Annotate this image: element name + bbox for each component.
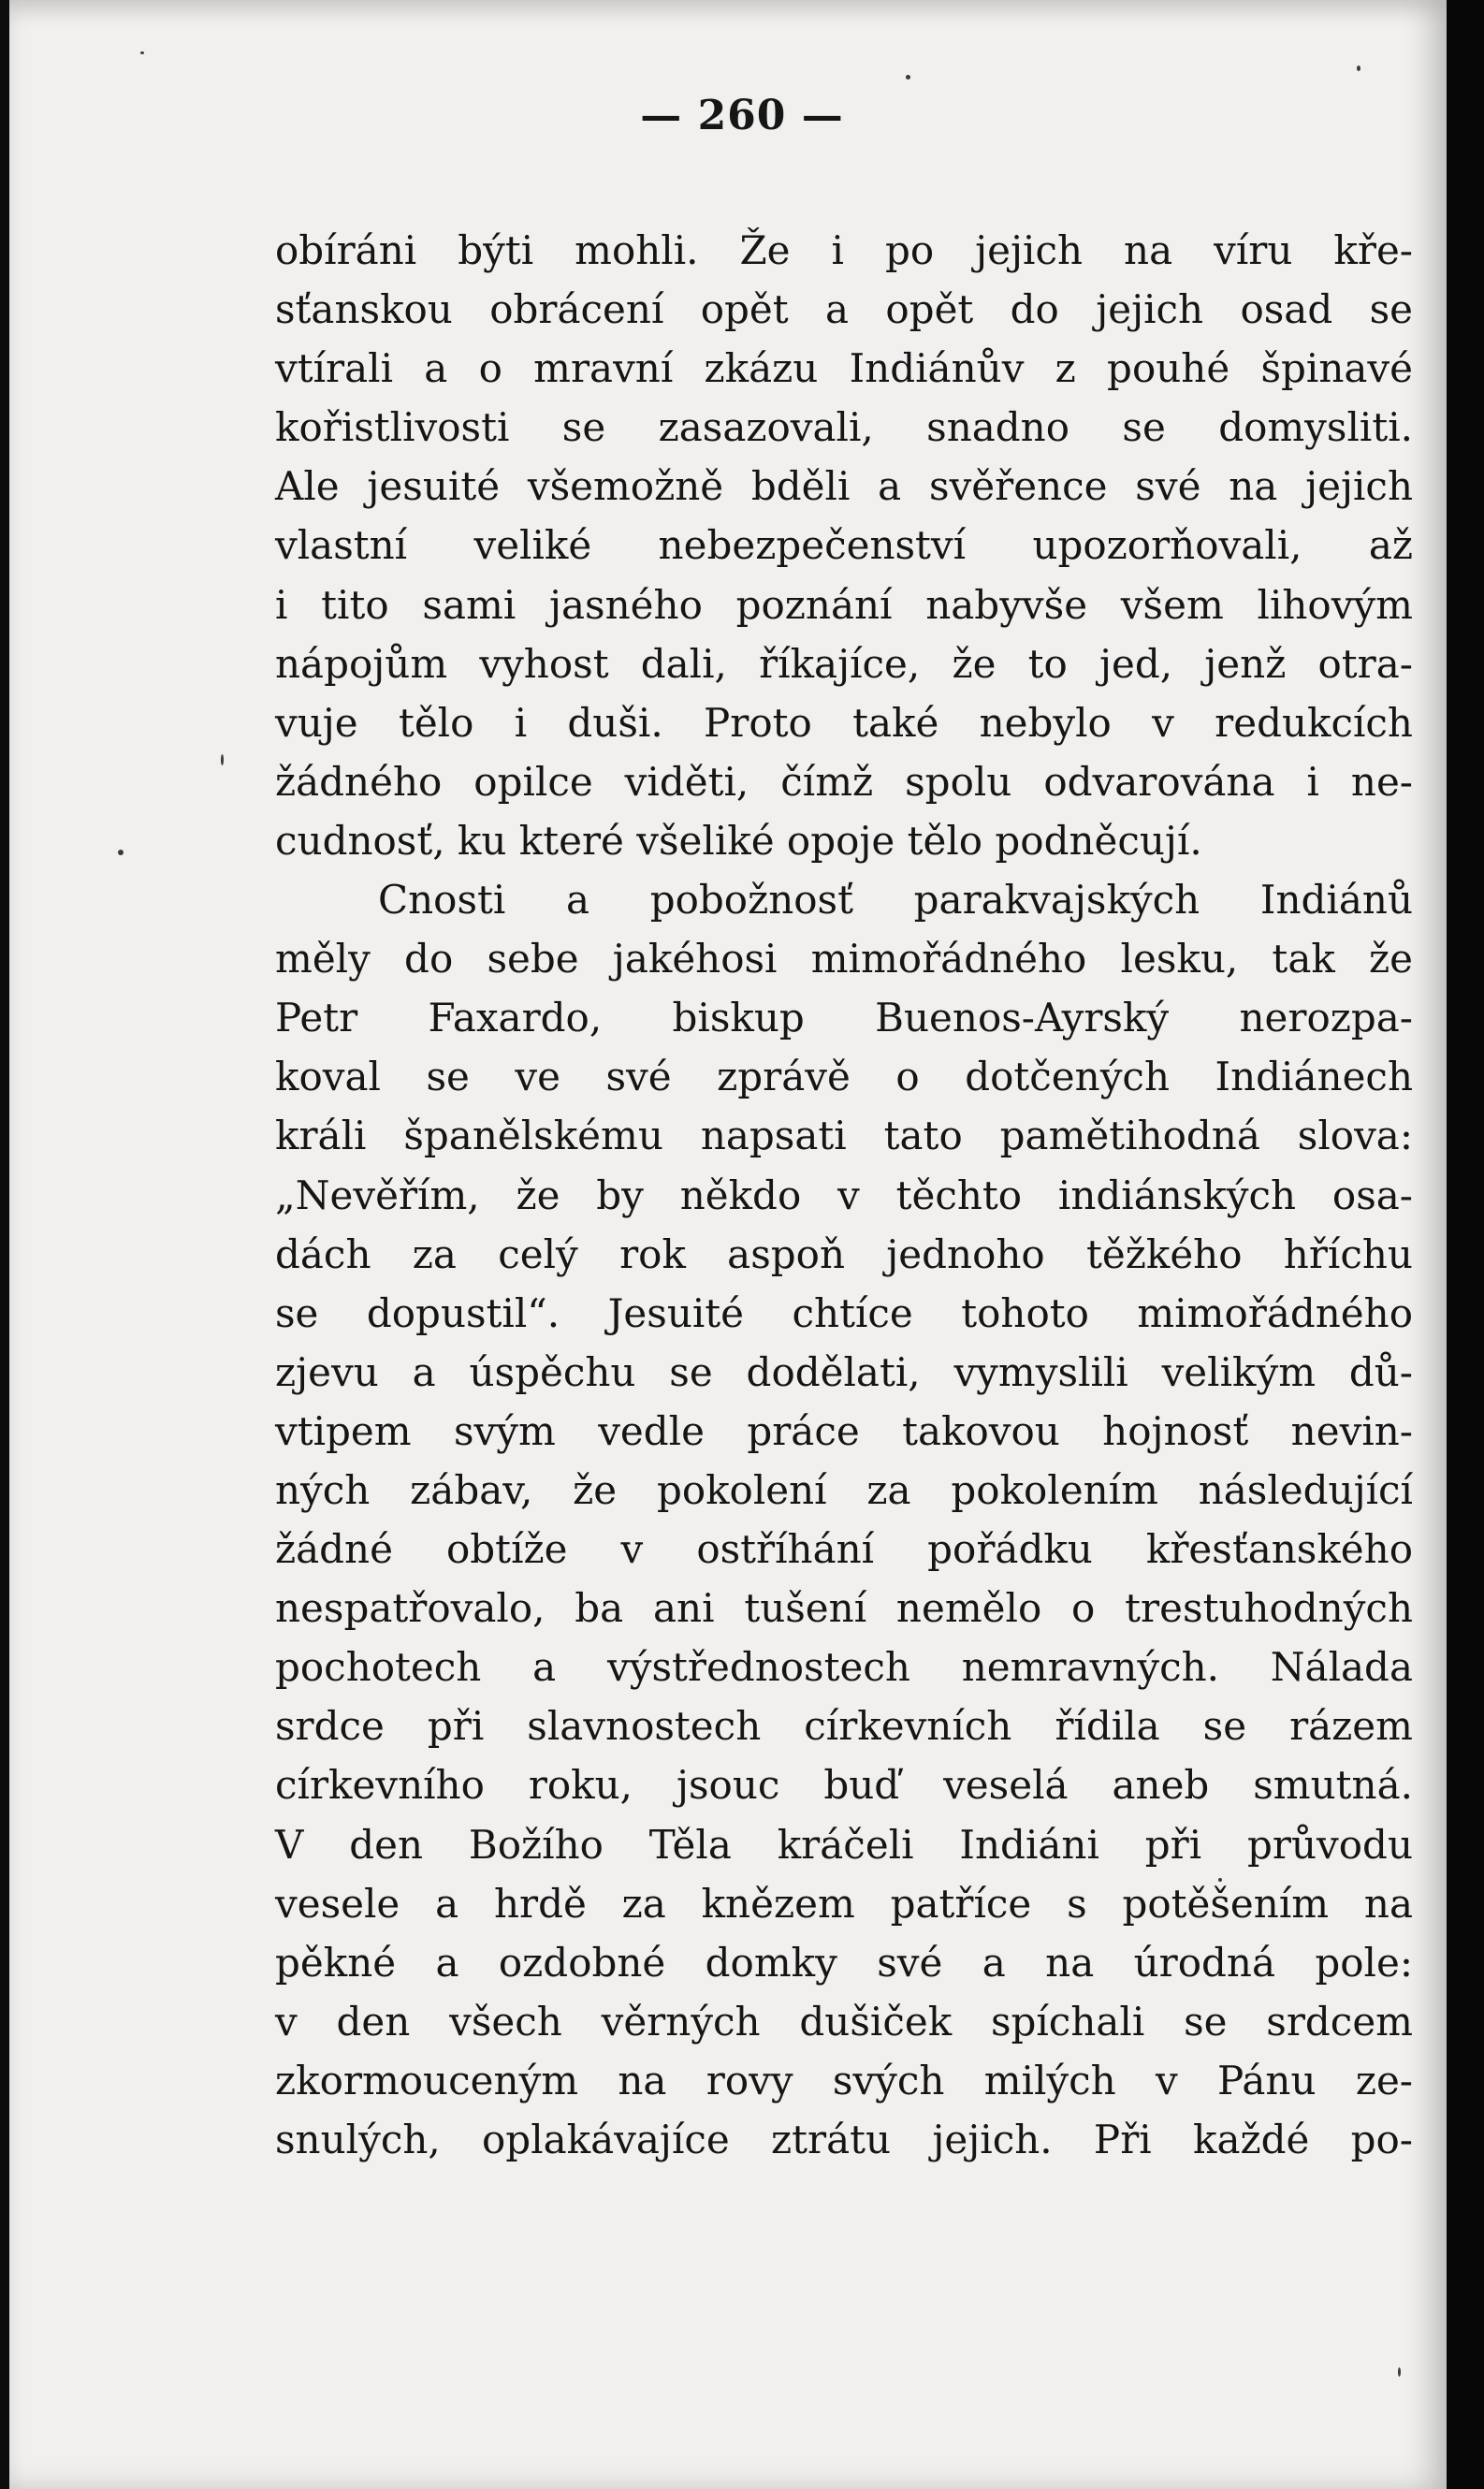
text-line: žádného opilce viděti, čímž spolu odvarována i ne- xyxy=(275,758,1413,805)
text-line: i tito sami jasného poznání nabyvše všem lihovým xyxy=(275,581,1413,628)
text-line: vesele a hrdě za knězem patříce s potěšením na xyxy=(275,1880,1413,1927)
text-line: snulých, oplakávajíce ztrátu jejich. Při každé po- xyxy=(275,2117,1413,2162)
text-line: vtírali a o mravní zkázu Indiánův z pouhé špinavé xyxy=(275,345,1413,392)
paper-speck xyxy=(140,51,144,54)
text-line: ných zábav, že pokolení za pokolením následující xyxy=(275,1466,1413,1513)
text-line: pochotech a výstřednostech nemravných. Nálada xyxy=(275,1644,1413,1691)
page-number: — 260 — xyxy=(640,92,844,139)
text-line: cudnosť, ku které všeliké opoje tělo podněcují. xyxy=(275,817,1202,864)
text-line: V den Božího Těla kráčeli Indiáni při průvodu xyxy=(275,1821,1413,1868)
text-line: nespatřovalo, ba ani tušení nemělo o trestuhodných xyxy=(275,1585,1413,1632)
text-line: Ale jesuité všemožně bděli a svěřence své na jejich xyxy=(275,463,1413,510)
text-line: obíráni býti mohli. Že i po jejich na víru kře- xyxy=(275,227,1413,273)
text-line: srdce při slavnostech církevních řídila se rázem xyxy=(275,1703,1413,1750)
paper-speck xyxy=(221,754,224,765)
text-line: zjevu a úspěchu se dodělati, vymyslili velikým dů- xyxy=(275,1348,1413,1395)
text-line: se dopustil“. Jesuité chtíce tohoto mimořádného xyxy=(275,1289,1413,1336)
paper-speck xyxy=(1357,66,1360,71)
paper-speck xyxy=(1398,2367,1401,2377)
text-line: nápojům vyhost dali, říkajíce, že to jed, jenž otra- xyxy=(275,640,1413,687)
text-line: vlastní veliké nebezpečenství upozorňovali, až xyxy=(275,522,1413,569)
text-line: vuje tělo i duši. Proto také nebylo v redukcích xyxy=(275,699,1413,746)
text-line-paragraph-start: Cnosti a pobožnosť parakvajských Indiánů xyxy=(378,877,1413,924)
text-line: Petr Faxardo, biskup Buenos-Ayrský nerozpa- xyxy=(275,995,1413,1041)
text-line: zkormouceným na rovy svých milých v Pánu ze- xyxy=(275,2057,1413,2103)
text-line: měly do sebe jakéhosi mimořádného lesku, tak že xyxy=(275,936,1413,982)
text-line: kořistlivosti se zasazovali, snadno se domysliti. xyxy=(275,404,1413,451)
text-line: sťanskou obrácení opět a opět do jejich osad se xyxy=(275,286,1413,333)
text-line: vtipem svým vedle práce takovou hojnosť nevin- xyxy=(275,1407,1413,1454)
text-line: koval se ve své zprávě o dotčených Indiánech xyxy=(275,1054,1413,1100)
body-text xyxy=(275,221,1413,2169)
text-line: pěkné a ozdobné domky své a na úrodná pole: xyxy=(275,1939,1413,1986)
text-line: žádné obtíže v ostříhání pořádku křesťanského xyxy=(275,1526,1413,1573)
text-line: církevního roku, jsouc buď veselá aneb smutná. xyxy=(275,1762,1413,1809)
text-line: králi španělskému napsati tato pamětihodná slova: xyxy=(275,1113,1413,1159)
paper-speck xyxy=(118,850,124,855)
text-line: v den všech věrných dušiček spíchali se srdcem xyxy=(275,1998,1413,2045)
paper-speck xyxy=(906,75,910,80)
text-line: „Nevěřím, že by někdo v těchto indiánských osa- xyxy=(275,1172,1413,1218)
text-line: dách za celý rok aspoň jednoho těžkého hříchu xyxy=(275,1230,1413,1277)
scan-right-edge xyxy=(1447,0,1484,2489)
